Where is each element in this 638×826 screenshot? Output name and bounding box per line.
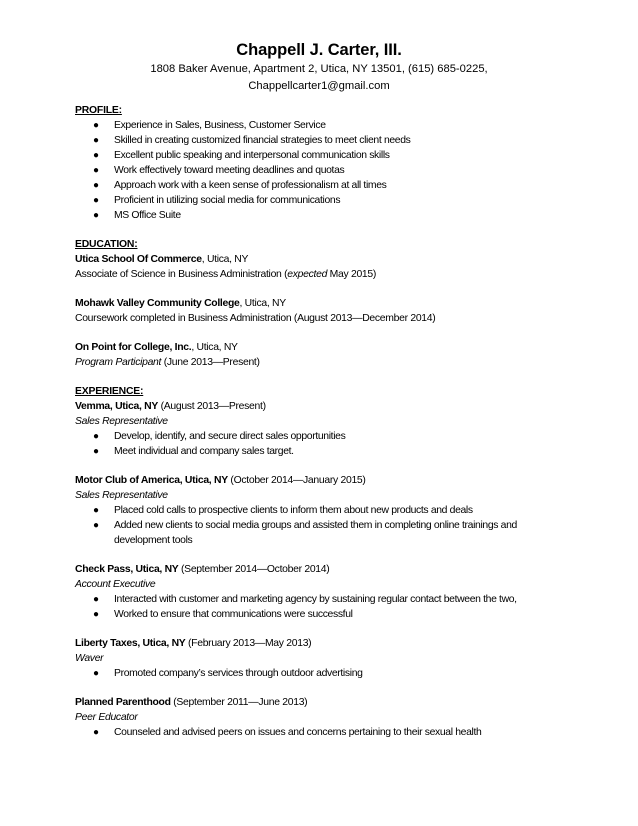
list-item: ● Skilled in creating customized financial strategies to meet client needs	[93, 135, 411, 146]
list-item: ● Counseled and advised peers on issues and concerns pertaining to their sexual health	[93, 727, 482, 738]
job-org: Vemma, Utica, NY	[75, 401, 158, 412]
job-entry	[75, 562, 575, 622]
job-role: Account Executive	[75, 579, 156, 590]
list-item: ● Develop, identify, and secure direct sales opportunities	[93, 431, 346, 442]
job-org: Check Pass, Utica, NY	[75, 564, 179, 575]
school-name: Utica School Of Commerce	[75, 254, 202, 265]
job-role: Peer Educator	[75, 712, 138, 723]
job-org: Motor Club of America, Utica, NY	[75, 475, 228, 486]
school-location: , Utica, NY	[239, 298, 286, 309]
list-item: ● Meet individual and company sales target.	[93, 446, 294, 457]
list-item: ● Added new clients to social media groups and assisted them in completing online trainings and development tools	[93, 520, 517, 546]
bullet-icon: ●	[93, 150, 99, 161]
bullet-icon: ●	[93, 210, 99, 221]
job-dates: (September 2014—October 2014)	[178, 564, 330, 575]
candidate-name: Chappell J. Carter, III.	[236, 41, 402, 59]
bullet-icon: ●	[93, 520, 99, 531]
bullet-icon: ●	[93, 135, 99, 146]
list-item: ● Interacted with customer and marketing agency by sustaining regular contact between the two,	[93, 594, 517, 605]
bullet-icon: ●	[93, 594, 99, 605]
bullet-icon: ●	[93, 180, 99, 191]
bullet-icon: ●	[93, 165, 99, 176]
list-item: ● Proficient in utilizing social media for communications	[93, 195, 341, 206]
job-entry	[75, 695, 575, 740]
bullet-icon: ●	[93, 727, 99, 738]
list-item: ● MS Office Suite	[93, 210, 181, 221]
bullet-icon: ●	[93, 120, 99, 131]
resume-body	[75, 103, 575, 740]
education-heading: EDUCATION:	[75, 239, 138, 250]
school-detail: Coursework completed in Business Administration (August 2013—December 2014)	[75, 313, 436, 324]
list-item: ● Approach work with a keen sense of professionalism at all times	[93, 180, 387, 191]
job-entry	[75, 473, 575, 548]
bullet-icon: ●	[93, 668, 99, 679]
bullet-icon: ●	[93, 505, 99, 516]
resume-header	[0, 40, 638, 95]
job-dates: (August 2013—Present)	[157, 401, 266, 412]
education-entry: Utica School Of Commerce, Utica, NY Associate of Science in Business Administration (expected May 2015)	[75, 254, 377, 280]
contact-address: 1808 Baker Avenue, Apartment 2, Utica, NY 13501, (615) 685-0225,	[150, 63, 488, 75]
job-dates: (February 2013—May 2013)	[185, 638, 312, 649]
school-name: On Point for College, Inc.	[75, 342, 192, 353]
job-dates: (October 2014—January 2015)	[227, 475, 366, 486]
job-role: Waver	[75, 653, 104, 664]
profile-list	[75, 118, 575, 223]
job-role: Sales Representative	[75, 490, 168, 501]
list-item: ● Promoted company’s services through outdoor advertising	[93, 668, 363, 679]
experience-heading: EXPERIENCE:	[75, 386, 144, 397]
bullet-icon: ●	[93, 431, 99, 442]
list-item: ● Worked to ensure that communications were successful	[93, 609, 353, 620]
bullet-icon: ●	[93, 446, 99, 457]
job-dates: (September 2011—June 2013)	[170, 697, 308, 708]
list-item: ● Work effectively toward meeting deadlines and quotas	[93, 165, 345, 176]
profile-heading: PROFILE:	[75, 105, 122, 116]
school-location: , Utica, NY	[191, 342, 238, 353]
education-entry: On Point for College, Inc., Utica, NY Program Participant (June 2013—Present)	[75, 342, 260, 368]
school-location: , Utica, NY	[201, 254, 249, 265]
job-org: Planned Parenthood	[75, 697, 171, 708]
school-name: Mohawk Valley Community College	[75, 298, 240, 309]
bullet-icon: ●	[93, 609, 99, 620]
list-item: ● Excellent public speaking and interpersonal communication skills	[93, 150, 390, 161]
job-entry	[75, 636, 575, 681]
list-item: ● Placed cold calls to prospective clients to inform them about new products and deals	[93, 505, 473, 516]
contact-email: Chappellcarter1@gmail.com	[248, 80, 390, 92]
job-role: Sales Representative	[75, 416, 168, 427]
job-org: Liberty Taxes, Utica, NY	[75, 638, 186, 649]
education-entry	[75, 296, 575, 326]
job-entry	[75, 399, 575, 459]
list-item: ● Experience in Sales, Business, Customer Service	[93, 120, 326, 131]
bullet-icon: ●	[93, 195, 99, 206]
